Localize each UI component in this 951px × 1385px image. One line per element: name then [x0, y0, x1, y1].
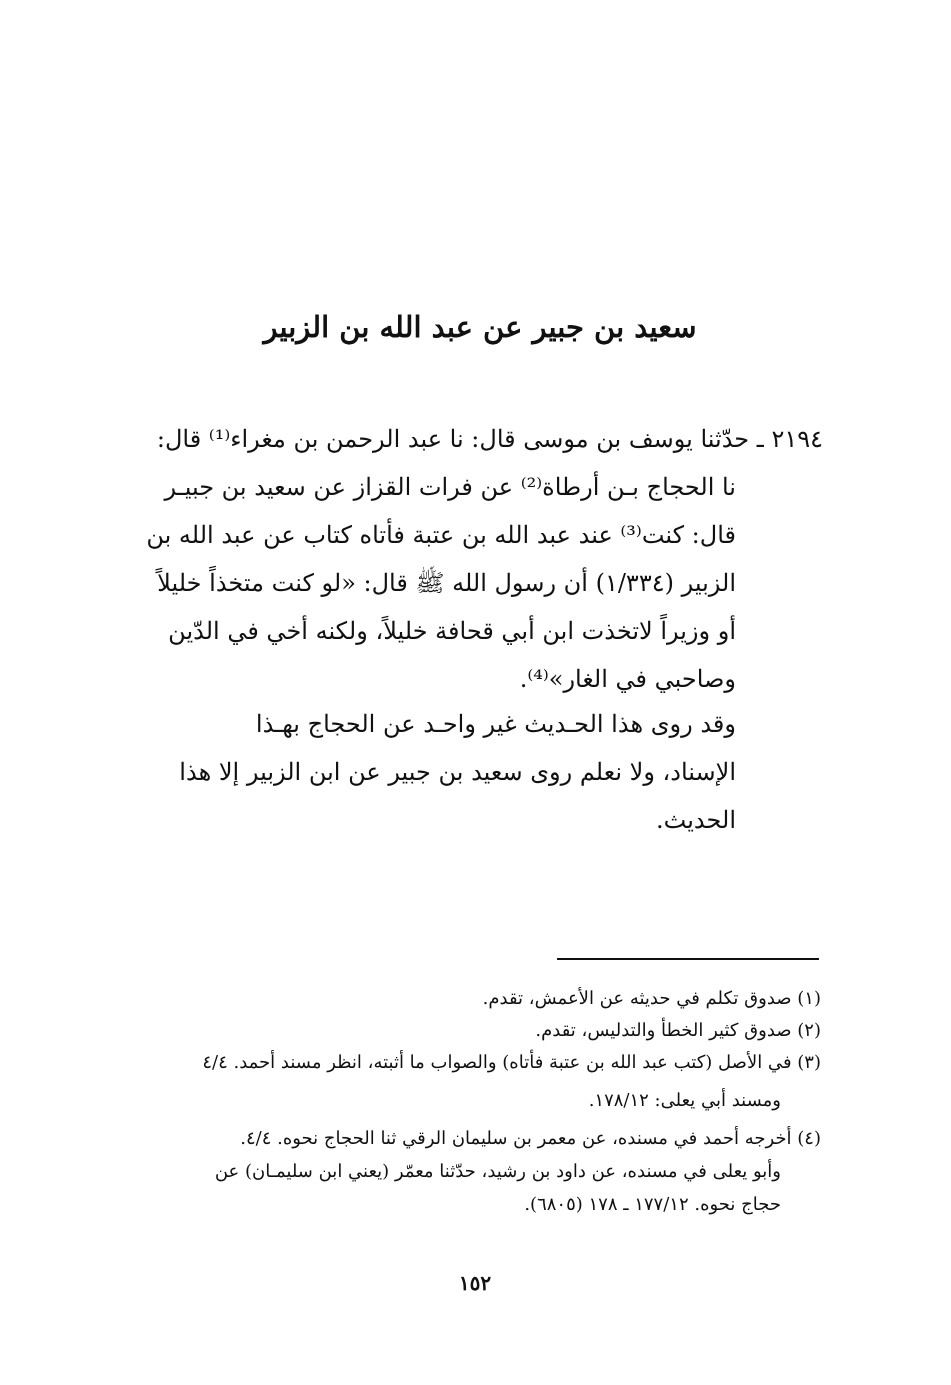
footnote-4: (٤) أخرجه أحمد في مسنده، عن معمر بن سليمان الرقي ثنا الحجاج نحوه. ٤/٤.: [240, 1128, 821, 1149]
commentary-line-3: الحديث.: [656, 806, 736, 834]
footnote-3: (٣) في الأصل (كتب عبد الله بن عتبة فأتاه) والصواب ما أثبته، انظر مسند أحمد. ٤/٤: [202, 1052, 821, 1073]
hadith-line-1: ٢١٩٤ ـ حدّثنا يوسف بن موسى قال: نا عبد الرحمن بن مغراء⁽¹⁾ قال:: [156, 425, 823, 453]
commentary-line-2: الإسناد، ولا نعلم روى سعيد بن جبير عن ابن الزبير إلا هذا: [179, 758, 736, 786]
footnote-1: (١) صدوق تكلم في حديثه عن الأعمش، تقدم.: [482, 988, 821, 1009]
footnote-2: (٢) صدوق كثير الخطأ والتدليس، تقدم.: [535, 1020, 821, 1041]
hadith-line-4: الزبير (١/٣٣٤) أن رسول الله ﷺ قال: «لو كنت متخذاً خليلاً: [157, 569, 736, 597]
chapter-title: سعيد بن جبير عن عبد الله بن الزبير: [263, 310, 697, 344]
footnote-separator: [557, 958, 819, 960]
footnote-4-continued-2: حجاج نحوه. ١٧٧/١٢ ـ ١٧٨ (٦٨٠٥).: [524, 1194, 781, 1215]
footnote-3-continued: ومسند أبي يعلى: ١٧٨/١٢.: [588, 1090, 781, 1111]
commentary-line-1: وقد روى هذا الحـديث غير واحـد عن الحجاج بهـذا: [255, 710, 736, 738]
hadith-line-6: وصاحبي في الغار»⁽⁴⁾.: [519, 665, 736, 693]
hadith-line-3: قال: كنت⁽³⁾ عند عبد الله بن عتبة فأتاه كتاب عن عبد الله بن: [146, 521, 736, 549]
hadith-line-2: نا الحجاج بـن أرطاة⁽²⁾ عن فرات القزاز عن سعيد بن جبيـر: [164, 473, 736, 501]
page-number: ١٥٢: [458, 1271, 492, 1295]
footnote-4-continued-1: وأبو يعلى في مسنده، عن داود بن رشيد، حدّثنا معمّر (يعني ابن سليمـان) عن: [214, 1161, 781, 1182]
hadith-line-5: أو وزيراً لاتخذت ابن أبي قحافة خليلاً، ولكنه أخي في الدّين: [168, 617, 736, 645]
